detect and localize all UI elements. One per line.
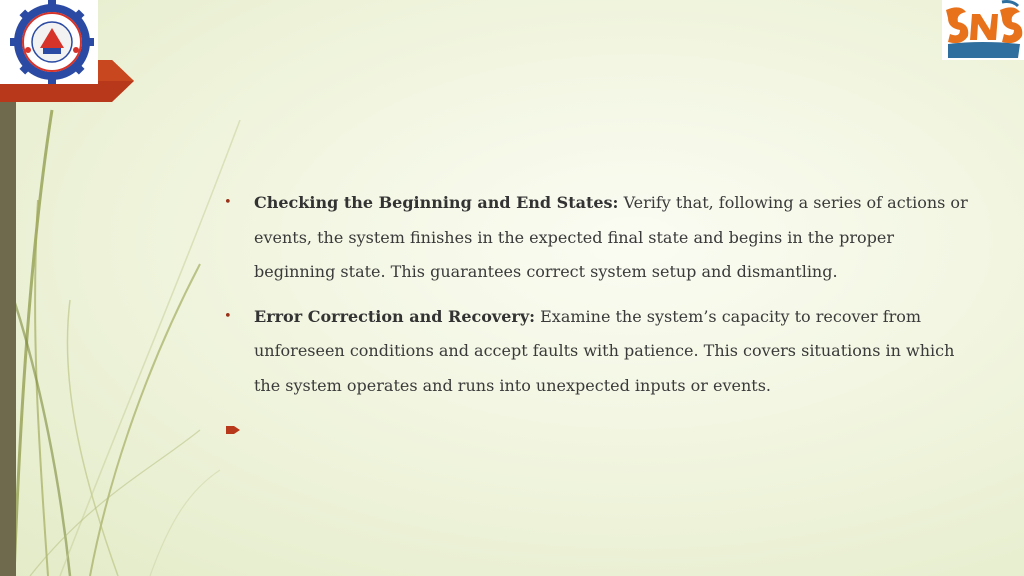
arrow-bullet-icon <box>226 424 240 436</box>
grass-stem-6 <box>60 120 240 576</box>
bullet-heading: Checking the Beginning and End States: <box>254 193 619 212</box>
slide-content <box>222 186 974 413</box>
bullet-text: Verify that, following a series of actions or events, the system finishes in the expected final state and begins in the proper beginning state. This guarantees correct system setup and dismantling. <box>254 193 968 281</box>
college-seal-icon <box>0 0 98 84</box>
grass-stem-5 <box>67 300 118 576</box>
grass-stem-4 <box>90 264 200 576</box>
bullet-dot-icon: • <box>224 308 232 324</box>
grass-stem-2 <box>35 200 48 576</box>
bullet-item-states <box>222 186 974 290</box>
grass-stem-3 <box>14 300 70 576</box>
bullet-dot-icon: • <box>224 195 232 210</box>
bullet-heading: Error Correction and Recovery: <box>254 306 536 326</box>
bullet-text: Examine the system’s capacity to recover from unforeseen conditions and accept faults with patience. This covers situations in which the system operates and runs into unexpected inputs or events. <box>254 306 955 395</box>
college-logo <box>0 0 98 84</box>
sns-logo-icon <box>942 0 1024 60</box>
grass-stem-1 <box>14 110 52 576</box>
grass-stem-7 <box>30 430 200 576</box>
institutions-logo <box>942 0 1024 60</box>
grass-stem-8 <box>150 470 220 576</box>
left-accent-bar <box>0 100 16 576</box>
bullet-item-recovery <box>222 300 974 404</box>
